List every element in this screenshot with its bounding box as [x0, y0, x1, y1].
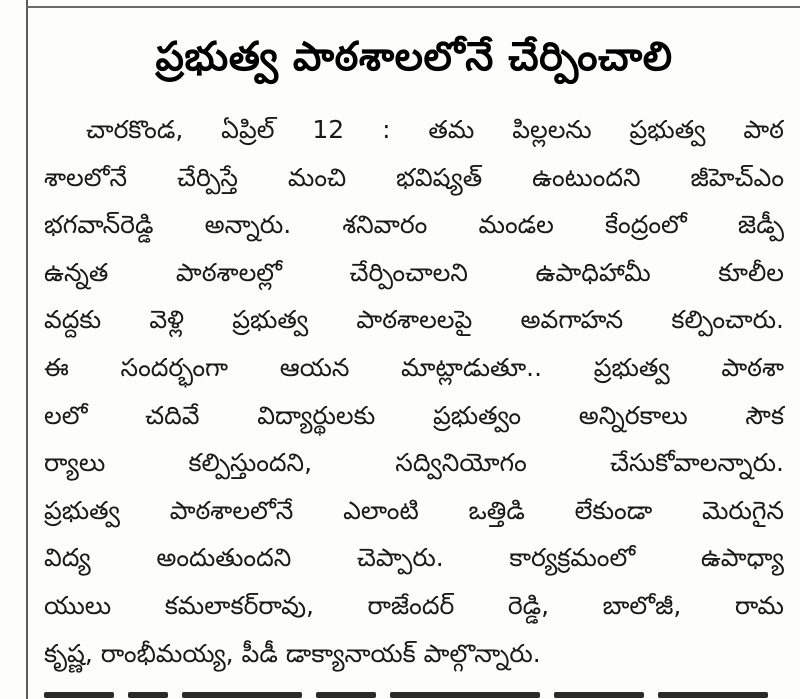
article-line: వద్దకు వెళ్లి ప్రభుత్వ పాఠశాలలపై అవగాహన కల్పించారు. [44, 305, 784, 335]
article-line: ర్యాలు కల్పిస్తుందని, సద్వినియోగం చేసుకోవాలన్నారు. [44, 448, 784, 478]
article-line: కృష్ణ, రాంభీమయ్య, పీడీ డాక్యానాయక్ పాల్గొన్నారు. [44, 638, 541, 668]
article-line: భగవాన్‌రెడ్డి అన్నారు. శనివారం మండల కేంద్రంలో జెడ్పీ [44, 210, 784, 240]
article [44, 0, 784, 699]
article-headline: ప్రభుత్వ పాఠశాలలోనే చేర్పించాలి [155, 34, 673, 80]
column-divider-left [26, 0, 28, 699]
article-line: ఉన్నత పాఠశాలల్లో చేర్పించాలని ఉపాధిహామీ కూలీల [44, 257, 784, 287]
cropped-next-line [44, 682, 784, 699]
article-line: ఈ సందర్భంగా ఆయన మాట్లాడుతూ.. ప్రభుత్వ పాఠశా [44, 352, 784, 382]
article-line: శాలలోనే చేర్పిస్తే మంచి భవిష్యత్ ఉంటుందని జీహెచ్ఎం [44, 162, 784, 192]
article-body [44, 106, 784, 677]
article-line: ప్రభుత్వ పాఠశాలలోనే ఎలాంటి ఒత్తిడి లేకుండా మెరుగైన [44, 495, 784, 525]
article-line: లలో చదివే విద్యార్థులకు ప్రభుత్వం అన్నిరకాలు సౌక [44, 400, 784, 430]
article-line: చారకొండ, ఏప్రిల్ 12 : తమ పిల్లలను ప్రభుత్వ పాఠ [86, 115, 784, 144]
article-line: విద్య అందుతుందని చెప్పారు. కార్యక్రమంలో ఉపాధ్యా [44, 543, 784, 573]
article-line: యులు కమలాకర్‌రావు, రాజేందర్ రెడ్డి, బాలోజీ, రామ [44, 590, 784, 620]
